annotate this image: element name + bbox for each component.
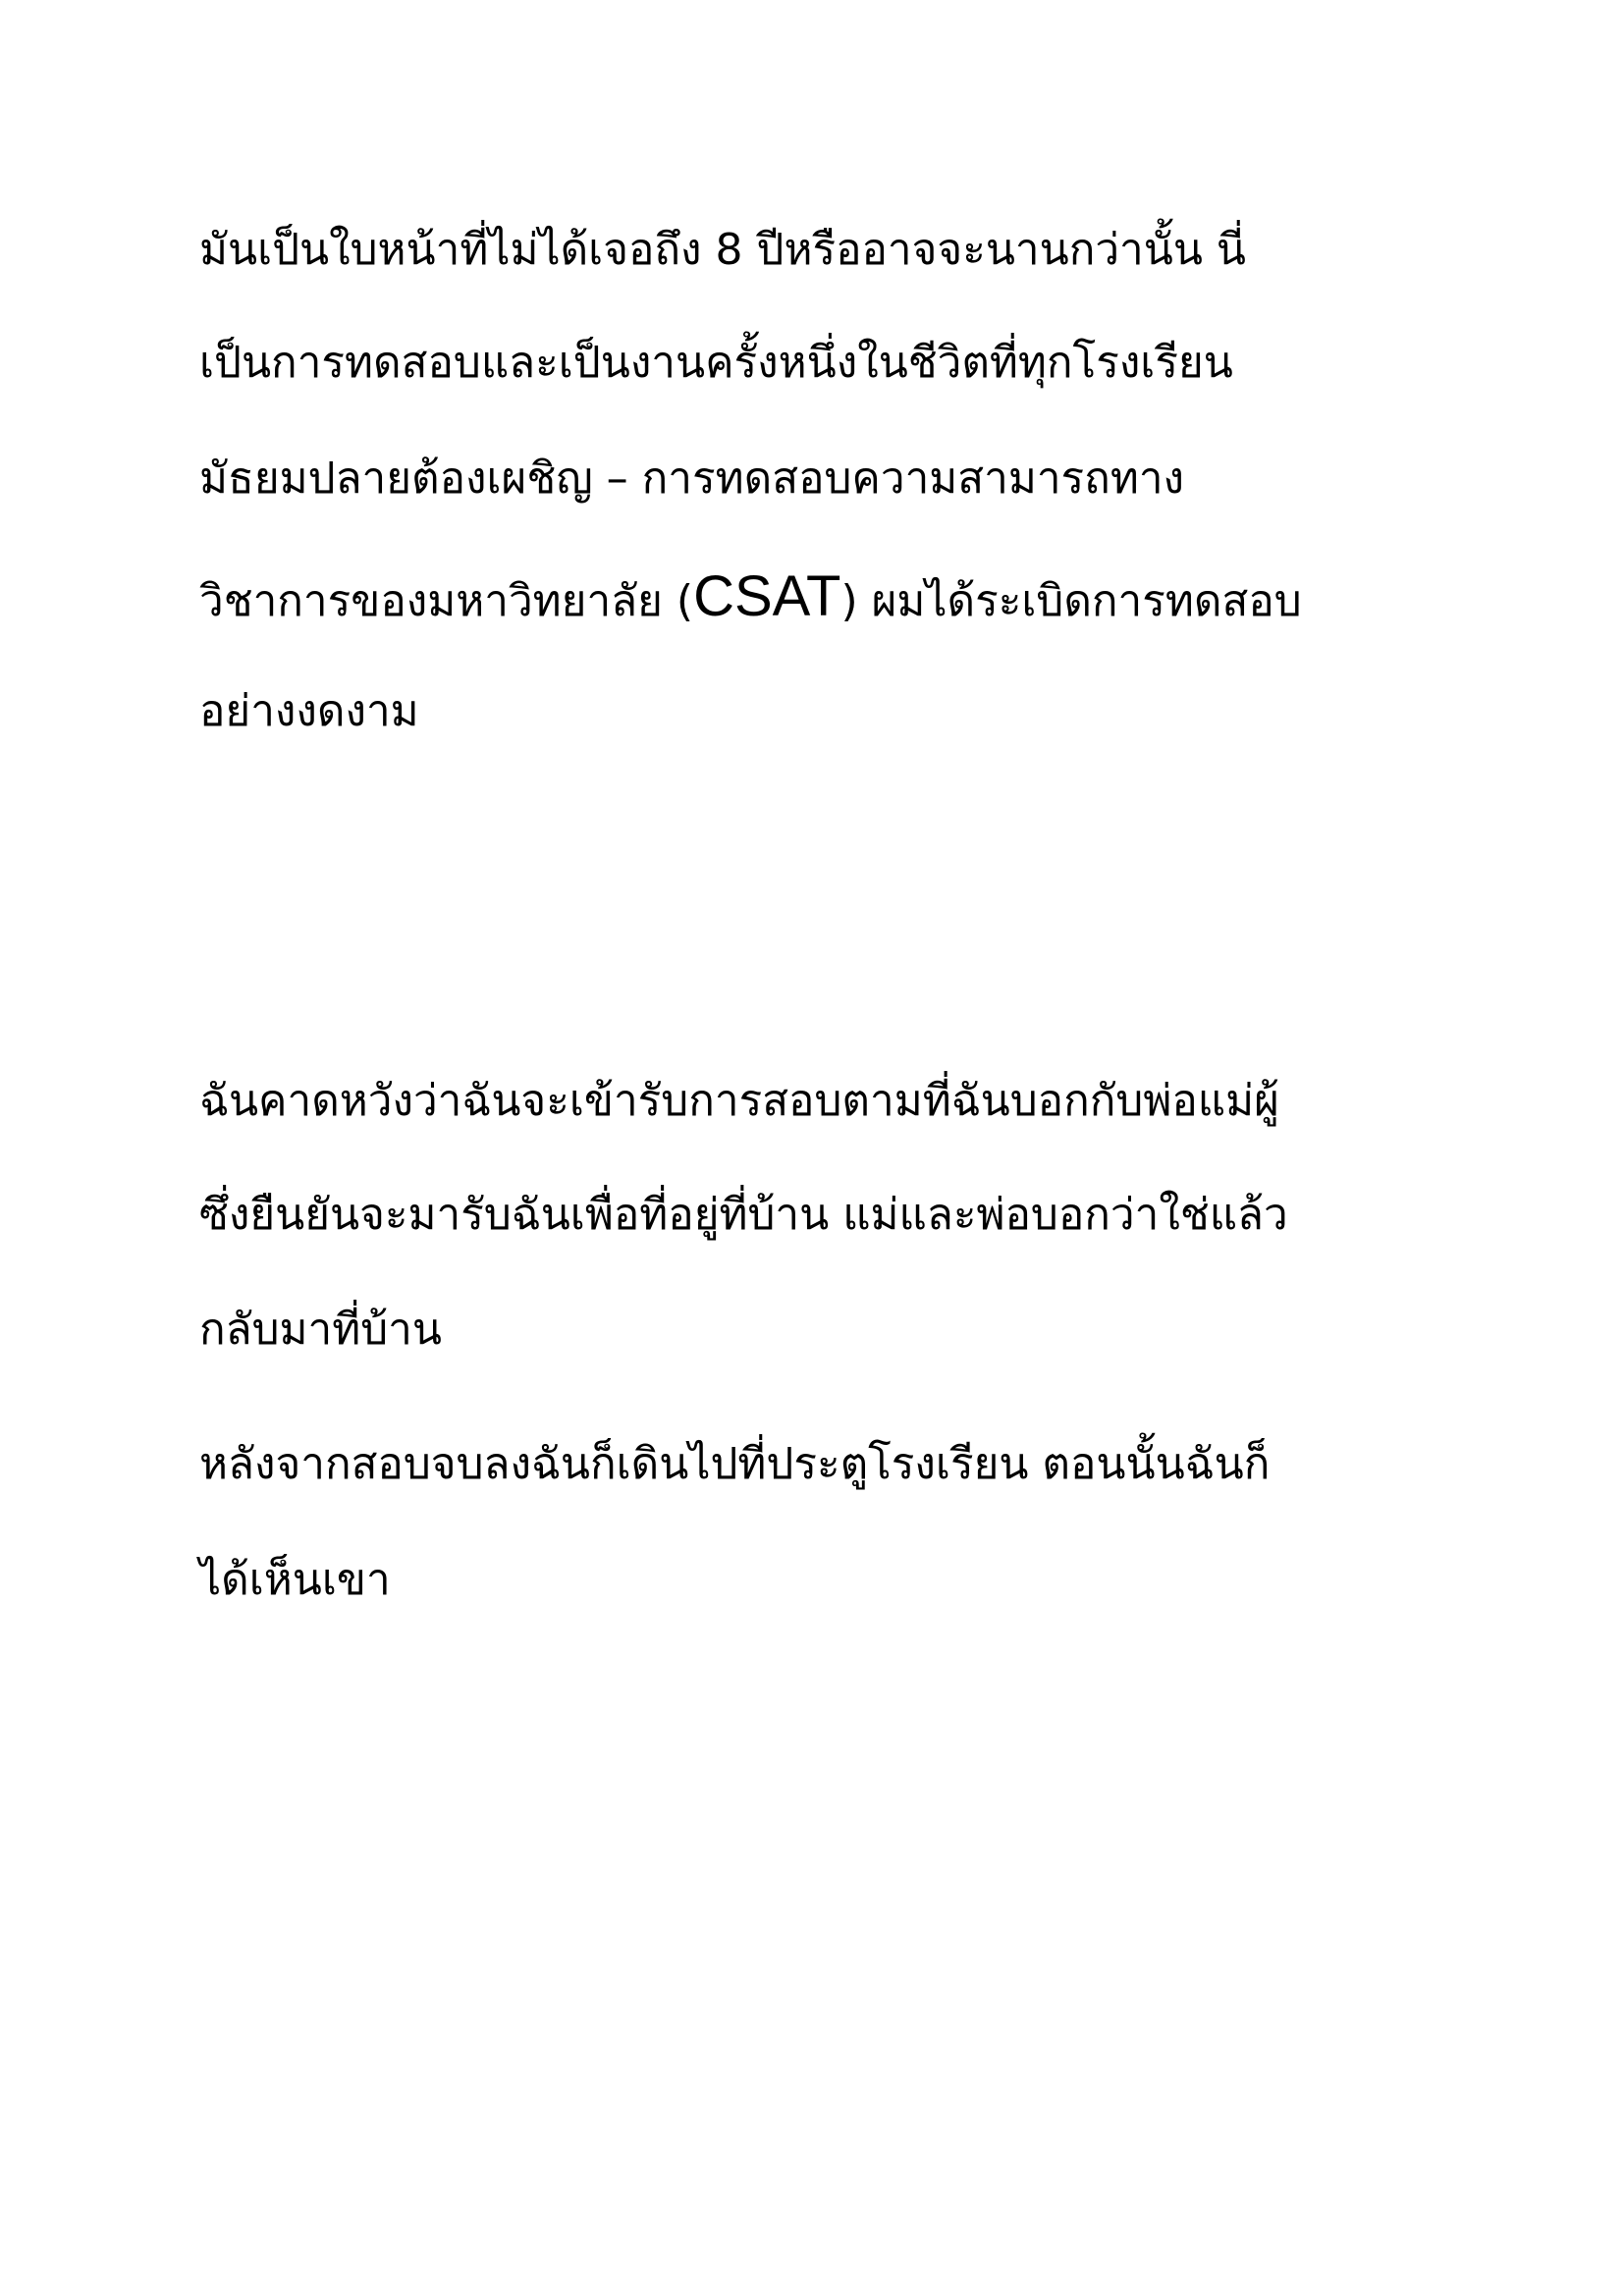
- paragraph-line: ฉันคาดหวังว่าฉันจะเข้ารับการสอบตามที่ฉันบอกกับพ่อแม่ผู้: [199, 1076, 1279, 1126]
- paragraph-line: ได้เห็นเขา: [199, 1555, 391, 1605]
- paragraph-line: มันเป็นใบหน้าที่ไม่ได้เจอถึง 8 ปีหรืออาจจะนานกว่านั้น นี่: [199, 225, 1246, 275]
- paragraph-line: อย่างงดงาม: [199, 686, 419, 736]
- line-text: ) ผมได้ระเบิดการทดสอบ: [840, 576, 1302, 626]
- paragraph-line: เป็นการทดสอบและเป็นงานครั้งหนึ่งในชีวิตที่ทุกโรงเรียน: [199, 338, 1233, 388]
- paragraph-line: ซึ่งยืนยันจะมารับฉันเพื่อที่อยู่ที่บ้าน แม่และพ่อบอกว่าใช่แล้ว: [199, 1190, 1288, 1240]
- paragraph-line: มัธยมปลายต้องเผชิญ – การทดสอบความสามารถทาง: [199, 454, 1185, 504]
- csat-abbreviation: CSAT: [693, 564, 841, 628]
- paragraph-line: หลังจากสอบจบลงฉันก็เดินไปที่ประตูโรงเรียน ตอนนั้นฉันก็: [199, 1439, 1271, 1489]
- paragraph-line: กลับมาที่บ้าน: [199, 1305, 442, 1355]
- paragraph-line: [199, 564, 1302, 631]
- line-text: วิชาการของมหาวิทยาลัย (: [199, 576, 694, 626]
